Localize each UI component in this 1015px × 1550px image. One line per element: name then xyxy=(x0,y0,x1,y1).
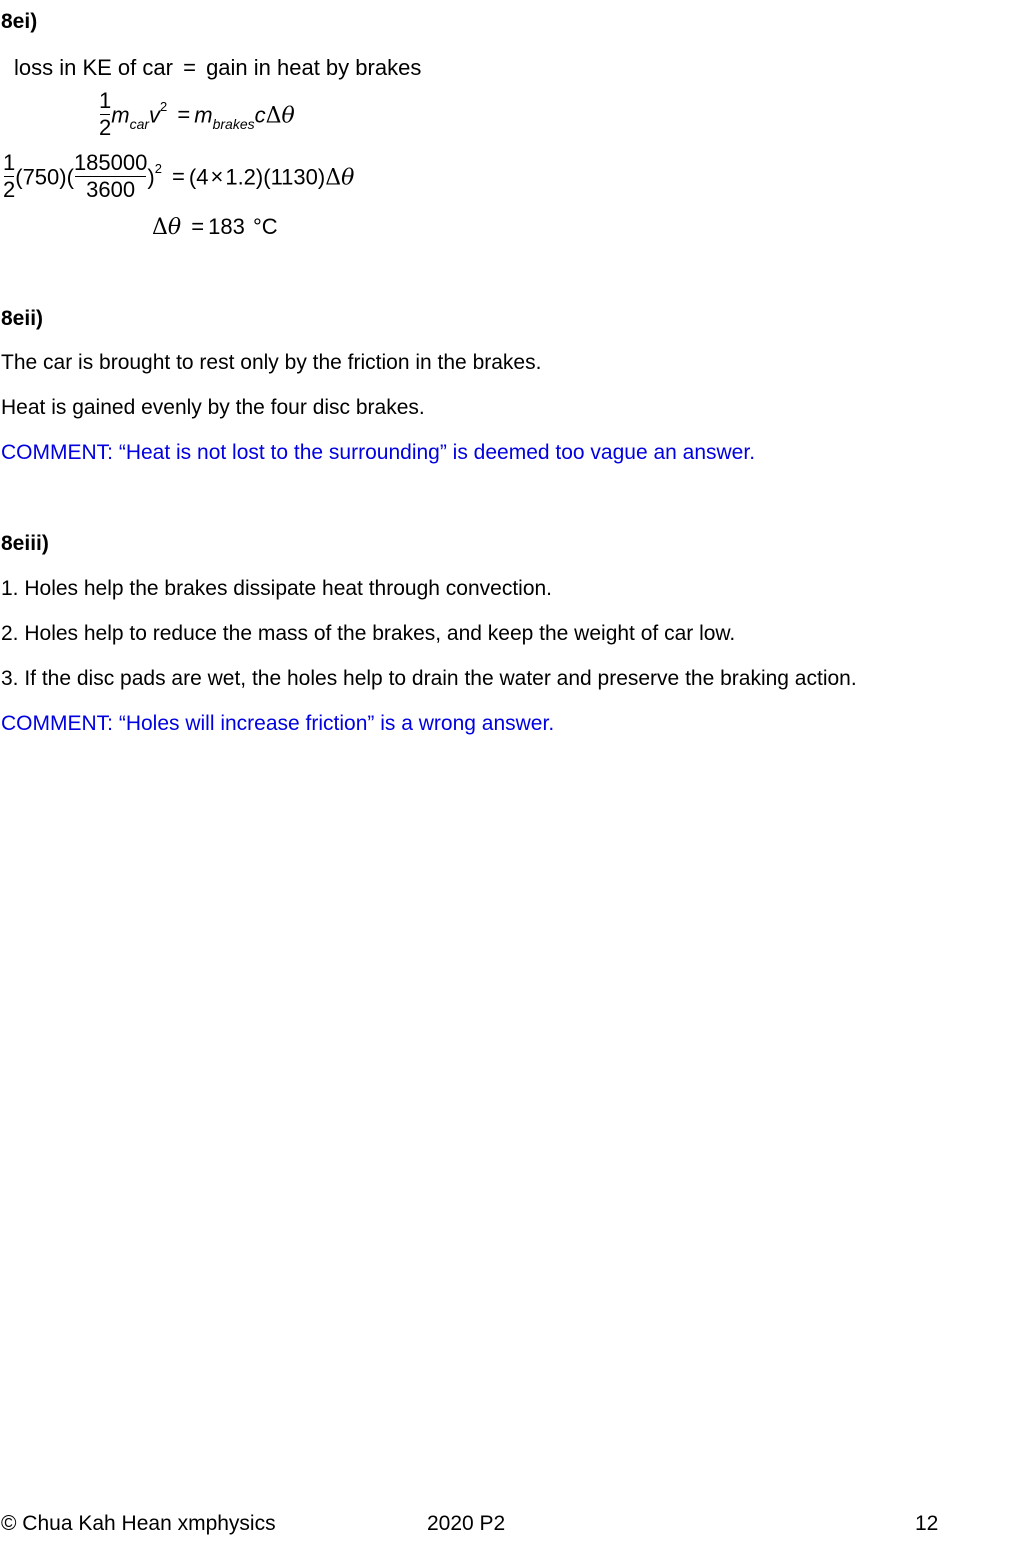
equals-sign: = xyxy=(172,164,185,190)
equation-energy-statement xyxy=(14,55,421,81)
eq-lhs-text: loss in KE of car xyxy=(14,55,173,80)
times-sign: × xyxy=(210,164,224,190)
equals-sign: = xyxy=(191,214,205,239)
footer-copyright: © Chua Kah Hean xmphysics xyxy=(1,1512,276,1535)
subscript-car: car xyxy=(129,116,150,133)
fraction-half: $\frac{1}{2}$ xyxy=(99,88,112,140)
symbol-v: v xyxy=(149,102,161,128)
rhs-part-a: (4 xyxy=(188,164,209,190)
answer-line: The car is brought to rest only by the friction in the brakes. xyxy=(1,351,542,374)
answer-line: Heat is gained evenly by the four disc brakes. xyxy=(1,396,425,419)
equals-sign: = xyxy=(177,102,191,128)
heading-8eii: 8eii) xyxy=(1,307,44,330)
answer-line: 2. Holes help to reduce the mass of the brakes, and keep the weight of car low. xyxy=(1,622,736,645)
comment-line: COMMENT: “Heat is not lost to the surrounding” is deemed too vague an answer. xyxy=(1,441,756,464)
eq-rhs-text: gain in heat by brakes xyxy=(206,55,422,80)
answer-line: 1. Holes help the brakes dissipate heat through convection. xyxy=(1,577,553,600)
footer-paper: 2020 P2 xyxy=(427,1512,506,1535)
heading-8ei: 8ei) xyxy=(1,10,38,33)
superscript-2: 2 xyxy=(160,99,168,115)
equation-result xyxy=(152,214,278,240)
close-paren: ) xyxy=(147,164,155,190)
answer-line: 3. If the disc pads are wet, the holes help to drain the water and preserve the braking action. xyxy=(1,667,857,690)
equation-symbolic xyxy=(99,90,295,143)
symbol-delta: Δ xyxy=(325,165,342,191)
fraction-half: $\frac{1}{2}$ xyxy=(3,150,16,202)
equals-sign: = xyxy=(183,55,196,80)
footer-page-number: 12 xyxy=(915,1512,939,1535)
symbol-c: c xyxy=(254,102,266,128)
symbol-theta: θ xyxy=(341,165,355,191)
symbol-theta: θ xyxy=(167,215,182,240)
result-value: 183 xyxy=(208,214,245,239)
fraction-speed: $\frac{185000}{3600}$ xyxy=(73,150,148,202)
mass-value: (750)( xyxy=(15,164,74,190)
symbol-delta: Δ xyxy=(152,215,168,240)
symbol-m-brakes: m xyxy=(194,102,213,128)
subscript-brakes: brakes xyxy=(212,116,255,133)
heading-8eiii: 8eiii) xyxy=(1,532,49,555)
comment-line: COMMENT: “Holes will increase friction” is a wrong answer. xyxy=(1,712,555,735)
rhs-part-b: 1.2)(1130) xyxy=(225,164,326,190)
result-unit: °C xyxy=(252,214,278,239)
symbol-theta: θ xyxy=(281,103,295,129)
equation-substituted xyxy=(3,152,354,205)
symbol-m: m xyxy=(111,102,130,128)
symbol-delta: Δ xyxy=(265,103,282,129)
superscript-2: 2 xyxy=(154,161,162,177)
